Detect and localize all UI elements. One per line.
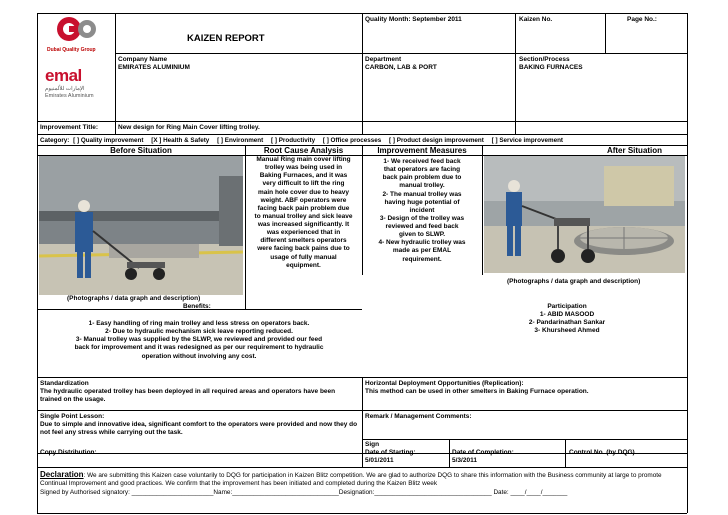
quality-month: Quality Month: September 2011 [365,16,462,23]
after-photo-caption: (Photographs / data graph and description) [507,278,641,285]
sign-label: Sign [365,441,380,448]
measure-line: back pain problem due to [382,174,462,182]
department: CARBON, LAB & PORT [365,64,437,71]
category-health-safety: [X ] Health & Safety [151,136,210,144]
horizontal-deployment-label: Horizontal Deployment Opportunities (Replication): [365,380,524,387]
standardization [40,380,358,404]
improvement-title: New design for Ring Main Cover lifting trolley. [118,124,260,131]
participation-label: Participation [547,303,587,310]
category-office: [ ] Office processes [322,136,382,144]
measure-line: 1- We received feed back [383,158,461,165]
before-situation-heading: Before Situation [110,146,172,155]
benefits-text [39,320,359,361]
participant-name: 1- ABID MASOOD [539,311,595,319]
copy-distribution-label: Copy Distribution: [40,449,97,456]
remarks-label: Remark / Management Comments: [365,413,472,420]
measure-line: having huge potential of [384,198,460,206]
emal-logo-mark: emal [45,66,82,85]
root-cause-line: Manual Ring main cover lifting [256,156,351,163]
benefit-line: 2- Due to hydraulic mechanism sick leave reporting reduced. [105,328,293,336]
company-name-label: Company Name [118,56,168,63]
after-situation-heading: After Situation [606,146,663,155]
kaizen-no-label: Kaizen No. [519,16,553,23]
benefit-line: 1- Easy handling of ring main trolley and less stress on operators back. [88,320,310,327]
declaration [40,470,685,497]
section-label: Section/Process [519,56,570,63]
date-completion [452,449,514,465]
department-label: Department [365,56,402,63]
category-productivity: [ ] Productivity [271,136,316,144]
measure-line: 4- New hydraulic trolley was [378,239,466,247]
root-cause-line: main hole cover due to heavy [257,188,350,196]
after-photo [484,156,685,273]
date-starting-label: Date of Starting: [365,449,416,456]
page-no-label: Page No.: [627,16,657,23]
measure-line: that operators are facing [383,166,461,174]
dqg-logo-text: Dubai Quality Group [47,47,96,54]
root-cause-line: different smelters operators [260,237,347,245]
standardization-text: The hydraulic operated trolley has been deployed in all required areas and operators have been trained on the usage. [40,388,336,404]
horizontal-deployment-text: This method can be used in other smelters in Baking Furnace operation. [365,388,589,396]
root-cause-line: equipment. [286,261,321,269]
measure-line: 2- The manual trolley was [382,190,462,198]
date-starting-value: 5/01/2011 [365,457,394,465]
date-completion-value: 5/3/2011 [452,457,477,465]
date-starting [365,449,416,465]
participant-name: 3- Khursheed Ahmed [534,327,600,335]
measure-line: requirement. [402,255,442,263]
root-cause-line: were facing back pains due to [257,245,350,253]
emal-logo [45,67,111,107]
root-cause-heading: Root Cause Analysis [263,146,344,155]
section: BAKING FURNACES [519,64,583,71]
improvement-measures-heading: Improvement Measures [377,146,467,155]
root-cause-line: Baking Furnaces, and it was [259,172,348,180]
measure-line: 3- Design of the trolley was [379,214,465,222]
root-cause-line: very difficult to lift the ring [262,180,345,188]
category-service: [ ] Service improvement [491,136,564,144]
benefit-line: 3- Manual trolley was supplied by the SLWP, we reviewed and provided our feed [75,336,323,344]
control-no-label: Control No. (by DQG) [569,449,635,456]
before-photo-caption: (Photographs / data graph and description) [67,295,201,302]
emal-logo-english: Emirates Aluminium [45,92,94,99]
improvement-title-label: Improvement Title: [40,124,99,131]
root-cause-line: trolley was being used in [264,164,343,172]
root-cause-line: facing back pain problem due [257,204,350,212]
category-product-design: [ ] Product design improvement [389,136,484,144]
root-cause-text [246,156,361,270]
category-label: Category: [40,136,70,144]
standardization-label: Standardization [40,380,89,387]
measure-line: made as per EMAL [392,247,452,255]
horizontal-deployment [365,380,685,396]
single-point-lesson [40,413,358,437]
category-environment: [ ] Environment [217,136,264,144]
single-point-lesson-label: Single Point Lesson: [40,413,105,420]
measure-line: incident [409,206,435,214]
measure-line: manual trolley. [399,182,445,190]
benefit-line: back for improvement and it was redesigned as per our requirement to hydraulic [74,344,324,352]
declaration-text: : We are submitting this Kaizen case voluntarily to DQG for participation in Kaizen Blitz competition. We are glad to authorize DQG to share this information with the Business community at large to promote Continual Improvement and good practices. We confirm that the improvement has been initiated and completed during the Kaizen Blitz week [40,472,662,488]
category-row [40,137,686,145]
report-title: KAIZEN REPORT [187,33,265,44]
measure-line: reviewed and feed back [385,223,459,230]
declaration-signature-line: Signed by Authorised signatory: _______________________Name:______________________________Designation:_________________________________ Date: ____/____/_______ [40,488,568,496]
single-point-lesson-text: Due to simple and innovative idea, significant comfort to the operators were provided and now they do not feel any stress while carrying out the task. [40,421,358,437]
benefit-line: operation without involving any cost. [141,352,257,360]
root-cause-line: to manual trolley and sick leave [254,212,353,220]
category-quality: [ ] Quality improvement [73,136,144,144]
root-cause-line: was increased significantly. It [257,221,350,228]
root-cause-line: weight. ABF operators were [260,196,347,204]
benefits-label: Benefits: [183,303,211,310]
dqg-logo [47,16,107,56]
participation [457,303,677,336]
emal-logo-arabic: الإمارات للألمنيوم [45,86,85,92]
measure-line: given to SLWP. [398,231,446,239]
company-name: EMIRATES ALUMINIUM [118,64,190,71]
root-cause-line: was experienced that in [266,229,341,237]
date-completion-label: Date of Completion: [452,449,514,456]
before-photo [39,156,243,295]
participant-name: 2- Pandarinathan Sankar [528,319,606,327]
improvement-measures-text [363,158,481,264]
root-cause-line: usage of fully manual [270,253,337,261]
declaration-label: Declaration [40,470,84,479]
